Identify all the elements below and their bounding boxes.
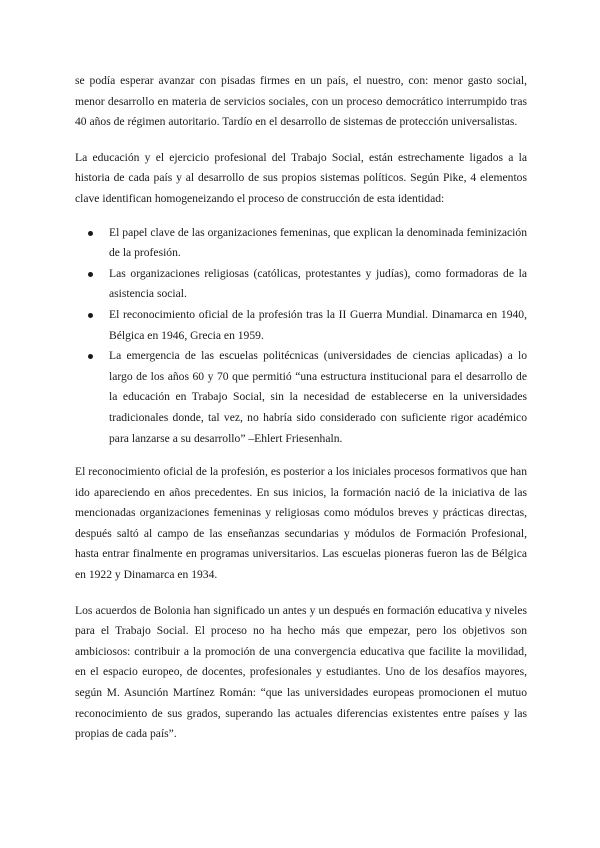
bullet-icon — [88, 272, 93, 277]
paragraph-continuation: se podía esperar avanzar con pisadas firmes en un país, el nuestro, con: menor gasto social, menor desarrollo en materia de servicios sociales, con un proceso democrático interrumpido tras 40 años de régimen autoritario. Tardío en el desarrollo de sistemas de protección universalistas. — [75, 74, 527, 129]
page-body — [75, 71, 527, 760]
list-item-text: La emergencia de las escuelas politécnicas (universidades de ciencias aplicadas) a lo largo de los años 60 y 70 que permitió “una estructura institucional para el desarrollo de la educación en Trabajo Social, sin la necesidad de establecerse en la universidades tradicionales donde, tal vez, no habría sido considerado con suficiente rigor académico para lanzarse a su desarrollo” –Ehlert Friesenhaln. — [109, 349, 527, 445]
paragraph-official-recognition: El reconocimiento oficial de la profesión, es posterior a los iniciales procesos formativos que han ido apareciendo en años precedentes. En sus inicios, la formación nació de la iniciativa de las mencionadas organizaciones femeninas y religiosas como módulos breves y prácticas directas, después saltó al campo de las enseñanzas secundarias y módulos de Formación Profesional, hasta entrar finalmente en programas universitarios. Las escuelas pioneras fueron las de Bélgica en 1922 y Dinamarca en 1934. — [75, 465, 527, 582]
list-item-text: Las organizaciones religiosas (católicas, protestantes y judías), como formadoras de la asistencia social. — [109, 266, 527, 301]
bullet-list — [75, 223, 527, 450]
list-item-text: El papel clave de las organizaciones femeninas, que explican la denominada feminización de la profesión. — [109, 225, 527, 260]
paragraph-intro-identity: La educación y el ejercicio profesional del Trabajo Social, están estrechamente ligados a la historia de cada país y al desarrollo de sus propios sistemas políticos. Según Pike, 4 elementos clave identifican homogeneizando el proceso de construcción de esta identidad: — [75, 150, 527, 205]
list-item — [75, 264, 527, 305]
list-item-text: El reconocimiento oficial de la profesión tras la II Guerra Mundial. Dinamarca en 1940, Bélgica en 1946, Grecia en 1959. — [109, 307, 527, 342]
list-item — [75, 223, 527, 264]
bullet-icon — [88, 231, 93, 236]
list-item — [75, 305, 527, 346]
bullet-icon — [88, 354, 93, 359]
paragraph-bologna: Los acuerdos de Bolonia han significado un antes y un después en formación educativa y niveles para el Trabajo Social. El proceso no ha hecho más que empezar, pero los objetivos son ambiciosos: contribuir a la promoción de una convergencia educativa que facilite la movilidad, en el espacio europeo, de docentes, profesionales y estudiantes. Uno de los desafíos mayores, según M. Asunción Martínez Román: “que las universidades europeas promocionen el mutuo reconocimiento de sus grados, superando las actuales diferencias existentes entre países y las propias de cada país”. — [75, 603, 527, 741]
bullet-icon — [88, 313, 93, 318]
list-item — [75, 346, 527, 449]
